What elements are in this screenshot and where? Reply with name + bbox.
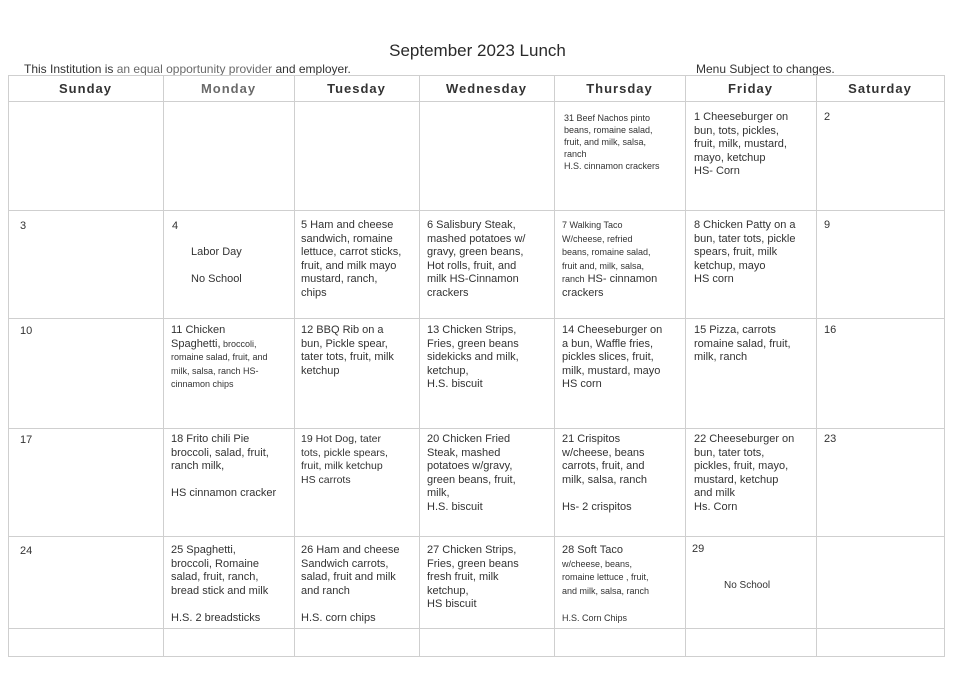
date-cell-sep-29: 29: [692, 543, 705, 555]
menu-cell-sep-21: 21 Crispitos w/cheese, beans carrots, fruit, and milk, salsa, ranch Hs- 2 crispitos: [562, 433, 647, 513]
grid-line: [685, 75, 686, 657]
menu-cell-sep-8: 8 Chicken Patty on a bun, tater tots, pickle spears, fruit, milk ketchup, mayo HS corn: [694, 219, 796, 285]
notice-part-2: an equal opportunity provider: [116, 62, 273, 76]
grid-line: [8, 101, 945, 102]
menu-cell-sep-13: 13 Chicken Strips, Fries, green beans sidekicks and milk, ketchup, H.S. biscuit: [427, 324, 519, 390]
day-header-tuesday: Tuesday: [327, 81, 386, 96]
no-school-label-sep-29: No School: [724, 580, 771, 591]
date-cell-sep-4: 4: [172, 220, 179, 232]
menu-cell-sep-18: 18 Frito chili Pie broccoli, salad, fruit, ranch milk, HS cinnamon cracker: [171, 433, 277, 499]
day-header-monday: Monday: [200, 81, 257, 96]
date-cell-sep-10: 10: [20, 325, 33, 337]
grid-line: [8, 628, 945, 629]
grid-line: [8, 75, 945, 76]
grid-line: [419, 75, 420, 657]
menu-cell-sep-22: 22 Cheeseburger on bun, tater tots, pickles, fruit, mayo, mustard, ketchup and milk Hs. Corn: [694, 433, 795, 513]
menu-cell-sep-28: [562, 544, 684, 625]
date-cell-sep-17: 17: [20, 434, 33, 446]
menu-cell-sep-11-main: 11 Chicken Spaghetti,: [171, 324, 226, 350]
menu-cell-sep-20: 20 Chicken Fried Steak, mashed potatoes w/gravy, green beans, fruit, milk, H.S. biscuit: [427, 433, 516, 513]
day-header-wednesday: Wednesday: [445, 81, 527, 96]
menu-cell-sep-1: 1 Cheeseburger on bun, tots, pickles, fruit, milk, mustard, mayo, ketchup HS- Corn: [694, 111, 789, 177]
page-title: September 2023 Lunch: [389, 41, 566, 60]
no-school-label: No School: [191, 273, 242, 285]
menu-cell-sep-28-sides: w/cheese, beans, romaine lettuce , fruit, and milk, salsa, ranch H.S. Corn Chips: [562, 558, 650, 623]
date-cell-sep-2: 2: [824, 111, 831, 123]
date-cell-sep-24: 24: [20, 545, 33, 557]
menu-cell-sep-5: 5 Ham and cheese sandwich, romaine lettuce, carrot sticks, fruit, and milk mayo mustard, ranch, chips: [301, 219, 402, 299]
menu-cell-sep-11: [171, 324, 295, 392]
day-header-sunday: Sunday: [59, 81, 112, 96]
menu-cell-sep-6: 6 Salisbury Steak, mashed potatoes w/ gravy, green beans, Hot rolls, fruit, and milk HS-Cinnamon crackers: [427, 219, 526, 299]
menu-cell-sep-27: 27 Chicken Strips, Fries, green beans fresh fruit, milk ketchup, HS biscuit: [427, 544, 519, 610]
menu-cell-sep-26: 26 Ham and cheese Sandwich carrots, salad, fruit and milk and ranch H.S. corn chips: [301, 544, 400, 624]
equal-opportunity-notice: [24, 62, 351, 76]
grid-line: [163, 75, 164, 657]
date-cell-sep-16: 16: [824, 324, 837, 336]
notice-part-1: This Institution is: [24, 62, 114, 76]
menu-cell-sep-7-main: 7 Walking Taco W/cheese, refried beans, romaine salad, fruit and, milk, salsa, ranch: [562, 220, 651, 284]
notice-part-3: and employer.: [275, 62, 351, 76]
date-cell-sep-3: 3: [20, 220, 27, 232]
grid-line: [816, 75, 817, 657]
grid-line: [8, 318, 945, 319]
day-header-friday: Friday: [727, 81, 773, 96]
menu-cell-sep-7-hs: HS- cinnamon crackers: [562, 273, 658, 299]
grid-line: [554, 75, 555, 657]
menu-cell-sep-7: [562, 219, 684, 300]
grid-line: [8, 210, 945, 211]
grid-line: [8, 536, 945, 537]
menu-cell-sep-15: 15 Pizza, carrots romaine salad, fruit, milk, ranch: [694, 324, 791, 363]
menu-cell-sep-19: 19 Hot Dog, tater tots, pickle spears, fruit, milk ketchup HS carrots: [301, 433, 388, 486]
holiday-label: Labor Day: [191, 246, 242, 258]
date-cell-sep-9: 9: [824, 219, 831, 231]
menu-cell-sep-25: 25 Spaghetti, broccoli, Romaine salad, fruit, ranch, bread stick and milk H.S. 2 breadsticks: [171, 544, 269, 624]
grid-line: [8, 656, 945, 657]
grid-line: [8, 75, 9, 657]
date-cell-sep-23: 23: [824, 433, 837, 445]
grid-line: [944, 75, 945, 657]
menu-cell-sep-28-main: 28 Soft Taco: [562, 544, 623, 556]
menu-cell-sep-14: 14 Cheeseburger on a bun, Waffle fries, pickles slices, fruit, milk, mustard, mayo HS corn: [562, 324, 663, 390]
menu-cell-sep-12: 12 BBQ Rib on a bun, Pickle spear, tater tots, fruit, milk ketchup: [301, 324, 394, 377]
grid-line: [8, 428, 945, 429]
calendar-grid: [8, 75, 945, 657]
menu-cell-sep-11-sides: broccoli, romaine salad, fruit, and milk, salsa, ranch HS- cinnamon chips: [171, 338, 268, 389]
day-header-thursday: Thursday: [586, 81, 653, 96]
day-header-saturday: Saturday: [848, 81, 912, 96]
menu-changes-notice: Menu Subject to changes.: [696, 62, 835, 76]
menu-cell-aug-31: 31 Beef Nachos pinto beans, romaine salad, fruit, and milk, salsa, ranch H.S. cinnamon crackers: [564, 113, 660, 171]
